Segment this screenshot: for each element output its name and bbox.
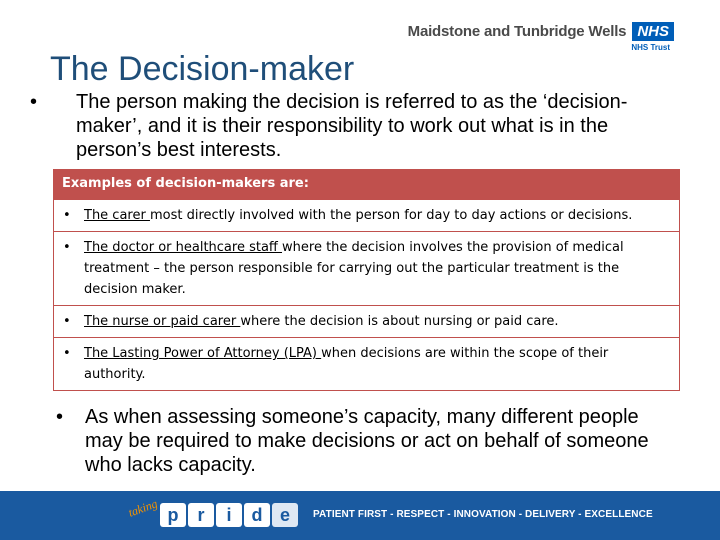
bullet-icon: • <box>63 314 71 329</box>
slide-title: The Decision-maker <box>50 50 355 88</box>
trust-subtitle: NHS Trust <box>631 43 670 52</box>
bullet-icon: • <box>30 91 38 113</box>
nhs-badge: NHS <box>632 22 674 41</box>
row-text: when decisions are within the scope of their authority. <box>84 346 609 382</box>
table-header: Examples of decision-makers are: <box>54 170 679 199</box>
values-strapline: PATIENT FIRST - RESPECT - INNOVATION - DELIVERY - EXCELLENCE <box>313 509 653 520</box>
taking-label: taking <box>126 496 160 520</box>
bullet-icon: • <box>63 208 71 223</box>
intro-text: The person making the decision is referred to as the ‘decision-maker’, and it is their responsibility to work out what is in the person’s best interests. <box>76 91 628 161</box>
table-row <box>54 199 679 231</box>
table-row <box>54 305 679 337</box>
intro-bullet <box>30 90 670 162</box>
row-term: The Lasting Power of Attorney (LPA) <box>84 346 322 361</box>
outro-text: As when assessing someone’s capacity, many different people may be required to make decisions or act on behalf of someone who lacks capacity. <box>85 406 649 476</box>
pride-letter: i <box>216 503 242 527</box>
row-text: where the decision involves the provision of medical treatment – the person responsible for carrying out the particular treatment is the decision maker. <box>84 240 624 297</box>
pride-letter: d <box>244 503 270 527</box>
pride-letter: p <box>160 503 186 527</box>
row-term: The doctor or healthcare staff <box>84 240 283 255</box>
row-text: where the decision is about nursing or paid care. <box>240 314 559 329</box>
bullet-icon: • <box>56 406 64 428</box>
trust-name: Maidstone and Tunbridge Wells <box>407 23 627 40</box>
pride-letter: e <box>272 503 298 527</box>
bullet-icon: • <box>63 240 71 255</box>
footer-band <box>0 491 720 540</box>
decision-makers-table <box>53 169 680 391</box>
pride-logo <box>160 503 298 527</box>
table-row <box>54 337 679 390</box>
trust-logo <box>408 22 674 52</box>
bullet-icon: • <box>63 346 71 361</box>
pride-letter: r <box>188 503 214 527</box>
outro-bullet <box>56 405 676 477</box>
row-term: The carer <box>84 208 150 223</box>
table-row <box>54 231 679 305</box>
row-term: The nurse or paid carer <box>84 314 241 329</box>
row-text: most directly involved with the person for day to day actions or decisions. <box>149 208 633 223</box>
